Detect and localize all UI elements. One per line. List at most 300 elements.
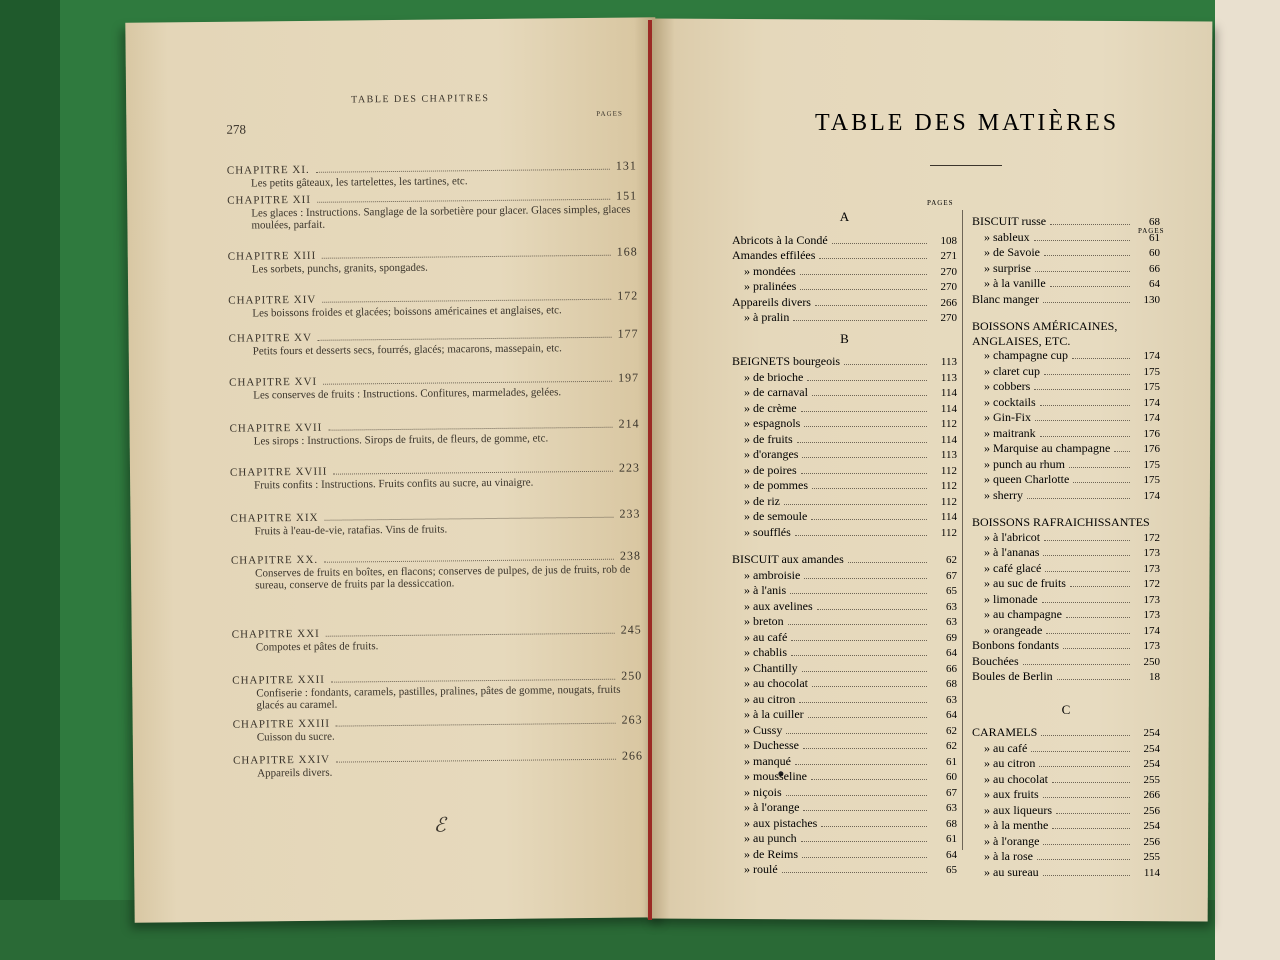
chapter-title: CHAPITRE XIII (227, 249, 317, 263)
leader-dots (328, 427, 612, 431)
entry-page: 68 (946, 678, 957, 690)
entry-page: 64 (946, 647, 957, 659)
chapter-title: CHAPITRE XVIII (229, 465, 328, 479)
leader-dots (788, 624, 927, 625)
section-letter: C (1061, 701, 1071, 717)
entry-label: » à l'orange (744, 800, 800, 814)
chapter-entry (229, 417, 639, 447)
section-gap (972, 685, 1160, 697)
index-entry (732, 295, 957, 311)
entry-label: » espagnols (744, 416, 801, 430)
chapter-page: 238 (619, 548, 641, 563)
entry-label: » de brioche (744, 369, 804, 384)
index-entry (972, 488, 1160, 504)
leader-dots (795, 535, 927, 536)
chapter-entry (228, 289, 638, 319)
chapter-entry (227, 189, 637, 231)
entry-page: 112 (940, 464, 957, 477)
entry-page: 175 (1143, 474, 1160, 486)
leader-dots (1035, 420, 1130, 421)
index-entry (972, 725, 1160, 741)
chapter-description: Les petits gâteaux, les tartelettes, les tartines, etc. (250, 175, 468, 190)
index-column-2 (972, 214, 1165, 880)
column-divider (962, 210, 963, 850)
leader-dots (1046, 633, 1130, 634)
index-entry (972, 364, 1160, 380)
chapter-title: CHAPITRE XXI (231, 627, 320, 641)
leader-dots (1114, 451, 1130, 452)
entry-label: » cocktails (984, 394, 1036, 409)
leader-dots (790, 593, 927, 594)
entry-page: 64 (946, 709, 957, 721)
leader-dots (325, 517, 614, 521)
chapter-page: 245 (620, 622, 642, 637)
leader-dots (804, 426, 927, 427)
entry-label: » Cussy (744, 722, 783, 737)
entry-label: » de Savoie (984, 245, 1040, 259)
leader-dots (1070, 586, 1130, 587)
chapter-description: Confiserie : fondants, caramels, pastilles, pralines, pâtes de gomme, nougats, fruits glacés au caramel. (256, 683, 621, 712)
leader-dots (808, 717, 927, 718)
index-entry (972, 592, 1160, 608)
entry-label: » champagne cup (984, 348, 1068, 362)
index-entry (732, 354, 957, 370)
entry-label: » aux fruits (984, 787, 1039, 801)
leader-dots (1069, 467, 1130, 468)
entry-label: Amandes effilées (732, 248, 816, 262)
leader-dots (819, 258, 927, 259)
index-entry (972, 818, 1160, 834)
leader-dots (323, 381, 612, 385)
ornament: ℰ (433, 814, 446, 837)
leader-dots (322, 255, 611, 259)
leader-dots (1023, 664, 1130, 665)
leader-dots (336, 759, 616, 763)
leader-dots (1039, 766, 1130, 767)
chapter-title: CHAPITRE XXIV (232, 753, 331, 767)
chapter-entry (228, 245, 638, 275)
leader-dots (336, 723, 616, 727)
chapter-description: Fruits à l'eau-de-vie, ratafias. Vins de fruits. (254, 523, 448, 538)
entry-label: Blanc manger (972, 291, 1039, 306)
entry-label: Boules de Berlin (972, 669, 1053, 683)
index-entry (732, 754, 957, 770)
entry-label: » à la menthe (984, 818, 1049, 832)
entry-label: » aux liqueurs (984, 802, 1052, 817)
entry-label: » au citron (984, 756, 1036, 770)
index-entry (732, 525, 957, 541)
index-entry (732, 831, 957, 847)
entry-page: 174 (1143, 396, 1160, 409)
leader-dots (801, 841, 927, 842)
leader-dots (815, 305, 927, 306)
entry-page: 270 (940, 281, 957, 293)
entry-label: » claret cup (984, 363, 1040, 378)
leader-dots (803, 810, 927, 811)
leader-dots (791, 640, 927, 641)
index-entry (732, 279, 957, 295)
entry-label: » aux pistaches (744, 815, 818, 830)
chapter-description: Compotes et pâtes de fruits. (255, 640, 379, 654)
leader-dots (802, 671, 927, 672)
entry-page: 270 (940, 312, 957, 324)
leader-dots (1043, 844, 1130, 845)
chapter-title: CHAPITRE XIX (230, 511, 319, 525)
entry-page: 62 (946, 724, 957, 737)
chapter-title: CHAPITRE XVII (229, 421, 323, 435)
entry-label: » au sureau (984, 864, 1039, 879)
entry-label: » au chocolat (744, 676, 808, 690)
entry-label: » à l'anis (744, 583, 787, 597)
index-entry (972, 348, 1160, 364)
entry-label: » surprise (984, 260, 1031, 275)
entry-page: 68 (946, 817, 957, 830)
entry-label: » niçois (744, 784, 782, 799)
index-entry (732, 552, 957, 568)
leader-dots (1040, 405, 1130, 406)
leader-dots (782, 872, 927, 873)
entry-label: » café glacé (984, 560, 1042, 575)
entry-label: » Marquise au champagne (984, 441, 1111, 455)
pages-column-label: PAGES (927, 199, 954, 207)
index-entry (972, 379, 1160, 395)
entry-label: » sherry (984, 487, 1023, 502)
index-entry (732, 478, 957, 494)
entry-page: 174 (1143, 412, 1160, 424)
index-entry (732, 800, 957, 816)
entry-page: 173 (1143, 562, 1160, 575)
index-entry (732, 738, 957, 754)
chapter-title: CHAPITRE XXIII (232, 717, 331, 731)
chapter-description: Les boissons froides et glacées; boissons américaines et anglaises, etc. (252, 304, 562, 320)
entry-label: » de crème (744, 400, 797, 415)
chapter-description: Conserves de fruits en boîtes, en flacons; conserves de pulpes, de jus de fruits, rob de sureau, conserve de fruits par la dessiccation. (255, 563, 631, 592)
entry-page: 256 (1143, 804, 1160, 817)
leader-dots (802, 457, 927, 458)
chapter-description: Les sirops : Instructions. Sirops de fruits, de fleurs, de gomme, etc. (253, 432, 549, 448)
index-entry (732, 599, 957, 615)
entry-page: 254 (1143, 758, 1160, 770)
group-heading: BOISSONS RAFRAICHISSANTES (972, 515, 1150, 529)
section-gap (972, 503, 1160, 515)
entry-label: » de poires (744, 462, 797, 477)
leader-dots (803, 748, 927, 749)
index-entry (732, 723, 957, 739)
leader-dots (322, 299, 611, 303)
entry-label: » au suc de fruits (984, 576, 1066, 590)
leader-dots (1031, 751, 1130, 752)
index-entry (732, 785, 957, 801)
chapter-entry (227, 159, 637, 189)
chapter-description: Les conserves de fruits : Instructions. Confitures, marmelades, gelées. (253, 386, 562, 402)
index-entry (972, 230, 1160, 246)
entry-page: 112 (940, 418, 957, 430)
pages-column-label: PAGES (1138, 227, 1165, 235)
index-entry (972, 849, 1160, 865)
chapter-title: CHAPITRE XXII (232, 673, 326, 687)
leader-dots (786, 795, 927, 796)
leader-dots (1027, 498, 1130, 499)
entry-page: 173 (1143, 640, 1160, 652)
leader-dots (802, 857, 927, 858)
index-entry (732, 310, 957, 326)
leader-dots (786, 733, 927, 734)
index-entry (732, 385, 957, 401)
entry-page: 114 (940, 433, 957, 446)
entry-label: Bouchées (972, 653, 1019, 668)
leader-dots (1072, 358, 1130, 359)
leader-dots (801, 473, 927, 474)
entry-page: 114 (1143, 866, 1160, 879)
entry-label: » à la cuiller (744, 707, 804, 721)
entry-page: 18 (1149, 671, 1160, 683)
chapter-page: 168 (616, 244, 638, 259)
entry-page: 256 (1143, 835, 1160, 848)
entry-page: 112 (940, 495, 957, 508)
entry-label: » d'oranges (744, 447, 799, 461)
entry-page: 174 (1143, 624, 1160, 637)
entry-label: » manqué (744, 753, 791, 768)
chapter-title: CHAPITRE XX. (230, 553, 319, 567)
entry-page: 266 (1143, 789, 1160, 801)
entry-label: » au café (744, 629, 788, 644)
leader-dots (791, 655, 927, 656)
index-entry (972, 441, 1160, 457)
entry-page: 270 (940, 265, 957, 278)
entry-label: » orangeade (984, 622, 1043, 637)
index-entry (732, 676, 957, 692)
entry-page: 61 (946, 833, 957, 845)
entry-label: » au citron (744, 691, 796, 706)
chapter-description: Les glaces : Instructions. Sanglage de la sorbetière pour glacer. Glaces simples, glaces moulées, parfait. (251, 203, 631, 232)
index-entry (732, 447, 957, 463)
entry-label: » de fruits (744, 431, 793, 446)
group-heading: BOISSONS AMÉRICAINES, ANGLAISES, ETC. (972, 319, 1118, 348)
entry-label: BISCUIT russe (972, 214, 1047, 228)
entry-page: 175 (1143, 365, 1160, 378)
leader-dots (1041, 735, 1130, 736)
page-number: 278 (226, 121, 246, 137)
leader-dots (812, 686, 927, 687)
leader-dots (1043, 875, 1130, 876)
index-entry (732, 645, 957, 661)
section-gap (732, 540, 957, 552)
chapter-page: 131 (615, 158, 637, 173)
leader-dots (811, 519, 927, 520)
entry-label: » au café (984, 740, 1028, 755)
leader-dots (784, 504, 927, 505)
index-entry (972, 803, 1160, 819)
index-entry (972, 576, 1160, 592)
entry-page: 113 (940, 449, 957, 461)
entry-label: Abricots à la Condé (732, 232, 828, 247)
entry-page: 250 (1143, 655, 1160, 668)
entry-label: » pralinées (744, 279, 797, 293)
chapter-entry (229, 371, 639, 401)
index-entry (732, 707, 957, 723)
chapter-page: 266 (621, 748, 644, 763)
entry-label: » de pommes (744, 478, 808, 492)
entry-label: » aux avelines (744, 598, 813, 613)
chapter-description: Petits fours et desserts secs, fourrés, glacés; macarons, massepain, etc. (252, 342, 562, 358)
entry-label: » de Reims (744, 846, 798, 861)
leader-dots (331, 679, 615, 683)
index-entry (972, 787, 1160, 803)
chapter-entry (232, 623, 642, 653)
index-entry (732, 583, 957, 599)
index-entry (972, 741, 1160, 757)
entry-label: » de carnaval (744, 385, 808, 399)
chapter-page: 177 (617, 326, 639, 341)
index-entry (972, 669, 1160, 685)
chapter-title: CHAPITRE XII (227, 193, 312, 207)
leader-dots (844, 364, 927, 365)
chapter-entry (232, 669, 642, 711)
chapter-description: Cuisson du sucre. (256, 730, 335, 744)
entry-page: 112 (940, 480, 957, 492)
leader-dots (800, 289, 927, 290)
entry-label: Appareils divers (732, 294, 811, 309)
chapter-title: CHAPITRE XVI (229, 375, 318, 389)
leader-dots (1052, 828, 1130, 829)
index-entry (732, 614, 957, 630)
entry-page: 254 (1143, 742, 1160, 755)
leader-dots (1043, 302, 1130, 303)
entry-page: 114 (940, 402, 957, 415)
leader-dots (1042, 602, 1130, 603)
leader-dots (1063, 648, 1130, 649)
index-entry (732, 847, 957, 863)
index-entry (732, 432, 957, 448)
index-entry (732, 494, 957, 510)
entry-page: 173 (1143, 547, 1160, 559)
entry-label: » de riz (744, 493, 780, 508)
entry-page: 64 (946, 848, 957, 861)
entry-page: 266 (940, 296, 957, 309)
index-entry (972, 623, 1160, 639)
entry-label: » breton (744, 614, 784, 628)
entry-label: » mousseline (744, 769, 807, 783)
leader-dots (801, 411, 927, 412)
entry-label: » à la vanille (984, 276, 1046, 290)
entry-page: 62 (946, 554, 957, 566)
entry-page: 173 (1143, 593, 1160, 606)
index-entry (972, 865, 1160, 881)
entry-label: » punch au rhum (984, 456, 1065, 471)
chapter-entry (231, 549, 641, 591)
leader-dots (848, 562, 927, 563)
chapter-entry (233, 713, 643, 743)
entry-page: 254 (1143, 820, 1160, 832)
entry-label: » ambroisie (744, 567, 801, 582)
index-entry (972, 472, 1160, 488)
entry-page: 67 (946, 786, 957, 799)
entry-page: 255 (1143, 851, 1160, 863)
entry-label: » à l'ananas (984, 545, 1040, 559)
running-head: TABLE DES CHAPITRES (351, 92, 490, 106)
leader-dots (1056, 813, 1130, 814)
index-entry (732, 816, 957, 832)
leader-dots (318, 337, 612, 341)
entry-label: » de semoule (744, 509, 808, 523)
leader-dots (326, 633, 615, 637)
book-spine (648, 20, 652, 920)
leader-dots (812, 395, 927, 396)
entry-page: 176 (1143, 427, 1160, 440)
leader-dots (832, 243, 927, 244)
leader-dots (1045, 571, 1130, 572)
entry-page: 255 (1143, 773, 1160, 786)
index-entry (972, 261, 1160, 277)
entry-page: 62 (946, 740, 957, 752)
entry-page: 61 (946, 755, 957, 768)
entry-label: » au chocolat (984, 771, 1048, 786)
index-entry (732, 463, 957, 479)
entry-label: » au champagne (984, 607, 1062, 621)
page-title: TABLE DES MATIÈRES (815, 110, 1120, 136)
index-entry (972, 426, 1160, 442)
index-entry (732, 248, 957, 264)
entry-page: 68 (1149, 216, 1160, 228)
entry-page: 61 (1149, 231, 1160, 244)
entry-label: » maitrank (984, 425, 1036, 440)
entry-label: » chablis (744, 645, 787, 659)
index-entry (732, 568, 957, 584)
entry-page: 176 (1143, 443, 1160, 455)
leader-dots (793, 320, 927, 321)
left-page (125, 17, 664, 923)
entry-label: BEIGNETS bourgeois (732, 354, 841, 368)
entry-page: 271 (940, 250, 957, 262)
leader-dots (1073, 482, 1130, 483)
index-entry (972, 607, 1160, 623)
index-entry (732, 509, 957, 525)
index-column-1 (732, 196, 957, 878)
chapter-page: 233 (619, 506, 641, 521)
entry-page: 114 (940, 511, 957, 523)
entry-page: 65 (946, 864, 957, 876)
leader-dots (316, 169, 610, 173)
index-entry (972, 561, 1160, 577)
entry-page: 60 (1149, 247, 1160, 259)
entry-page: 114 (940, 387, 957, 399)
chapter-page: 197 (617, 370, 640, 385)
leader-dots (333, 471, 613, 475)
entry-label: » mondées (744, 263, 796, 278)
index-entry (732, 401, 957, 417)
leader-dots (800, 274, 927, 275)
entry-page: 175 (1143, 458, 1160, 471)
index-entry (972, 772, 1160, 788)
leader-dots (1043, 555, 1130, 556)
index-entry (972, 276, 1160, 292)
index-entry (732, 769, 957, 785)
chapter-description: Appareils divers. (257, 766, 333, 780)
pages-column-label: PAGES (596, 109, 623, 118)
leader-dots (799, 702, 927, 703)
index-entry (972, 530, 1160, 546)
index-entry (972, 638, 1160, 654)
leader-dots (324, 559, 614, 563)
leader-dots (1057, 679, 1130, 680)
entry-label: » à l'orange (984, 833, 1040, 848)
entry-page: 64 (1149, 278, 1160, 290)
entry-label: » cobbers (984, 379, 1031, 393)
index-entry (732, 370, 957, 386)
index-entry (972, 395, 1160, 411)
table-surface (0, 0, 60, 960)
entry-label: » queen Charlotte (984, 472, 1070, 486)
